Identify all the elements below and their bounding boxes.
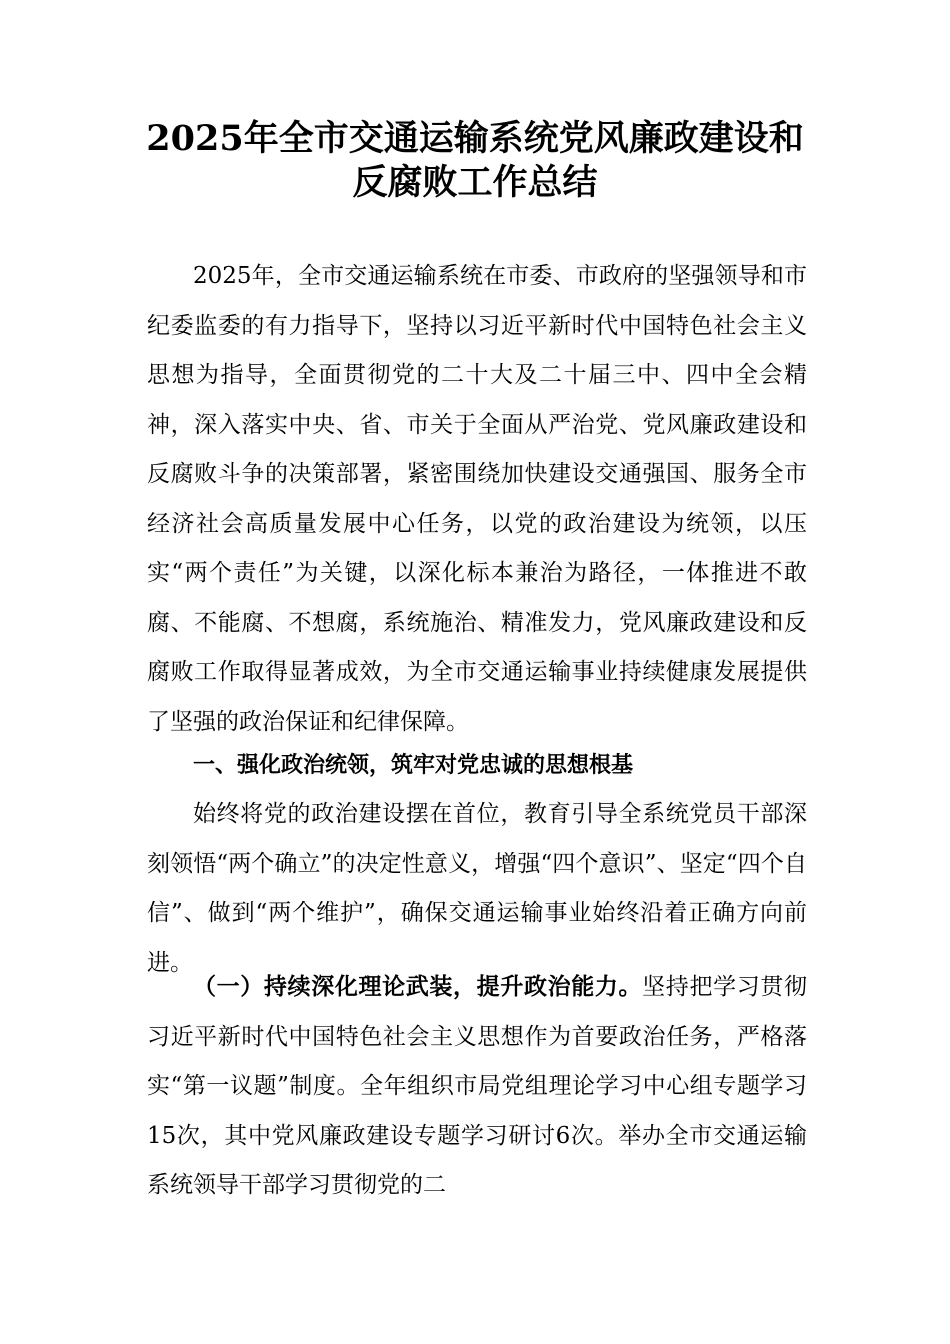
subsection-1-paragraph xyxy=(147,962,807,1211)
intro-paragraph: 2025年，全市交通运输系统在市委、市政府的坚强领导和市纪委监委的有力指导下，坚持以习近平新时代中国特色社会主义思想为指导，全面贯彻党的二十大及二十届三中、四中全会精神，深入落实中央、省、市关于全面从严治党、党风廉政建设和反腐败斗争的决策部署，紧密围绕加快建设交通强国、服务全市经济社会高质量发展中心任务，以党的政治建设为统领，以压实“两个责任”为关键，以深化标本兼治为路径，一体推进不敢腐、不能腐、不想腐，系统施治、精准发力，党风廉政建设和反腐败工作取得显著成效，为全市交通运输事业持续健康发展提供了坚强的政治保证和纪律保障。 xyxy=(147,263,807,735)
document-title-line-2: 反腐败工作总结 xyxy=(352,162,598,203)
subsection-1-heading: （一）持续深化理论武装，提升政治能力。 xyxy=(193,973,643,1000)
section-1-paragraph: 始终将党的政治建设摆在首位，教育引导全系统党员干部深刻领悟“两个确立”的决定性意义，增强“四个意识”、坚定“四个自信”、做到“两个维护”，确保交通运输事业始终沿着正确方向前进。 xyxy=(147,801,807,976)
subsection-1-body: 坚持把学习贯彻习近平新时代中国特色社会主义思想作为首要政治任务，严格落实“第一议题”制度。全年组织市局党组理论学习中心组专题学习15次，其中党风廉政建设专题学习研讨6次。举办全市交通运输系统领导干部学习贯彻党的二 xyxy=(147,974,808,1198)
document-title-line-1: 2025年全市交通运输系统党风廉政建设和 xyxy=(146,118,804,159)
section-heading-1: 一、强化政治统领，筑牢对党忠诚的思想根基 xyxy=(193,753,634,778)
